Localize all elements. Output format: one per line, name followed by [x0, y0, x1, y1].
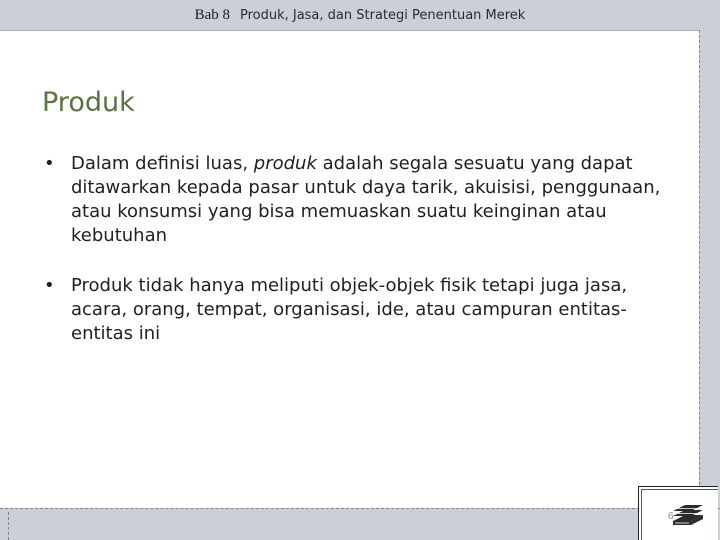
- header-text: [0, 6, 720, 24]
- bottom-border-strip: [0, 508, 720, 540]
- right-border-strip: [699, 30, 720, 540]
- left-dashed-mark: [8, 512, 9, 540]
- bullet-item: [44, 274, 684, 346]
- slide-title: Produk: [42, 87, 135, 119]
- bullet-text: Produk tidak hanya meliputi objek-objek fisik tetapi juga jasa, acara, orang, tempat, organisasi, ide, atau campuran entitas-entitas ini: [71, 275, 628, 344]
- chapter-label: Bab 8: [194, 7, 231, 23]
- bullet-text: Dalam definisi luas,: [71, 153, 254, 174]
- bullet-list: [44, 152, 684, 372]
- page-number: 6: [668, 511, 674, 522]
- header-bar: [0, 0, 720, 31]
- bottom-dashed-line: [0, 508, 720, 509]
- bullet-symbol: •: [44, 275, 55, 296]
- logo-box: [638, 486, 718, 540]
- bullet-text-rest: adalah segala sesuatu yang dapat ditawarkan kepada pasar untuk daya tarik, akuisisi, penggunaan, atau konsumsi yang bisa memuaskan suatu keinginan atau kebutuhan: [71, 153, 661, 246]
- bullet-symbol: •: [44, 153, 55, 174]
- chapter-subject: Produk, Jasa, dan Strategi Penentuan Merek: [239, 8, 526, 23]
- bullet-emphasis: produk: [253, 153, 317, 174]
- bullet-item: [44, 152, 684, 248]
